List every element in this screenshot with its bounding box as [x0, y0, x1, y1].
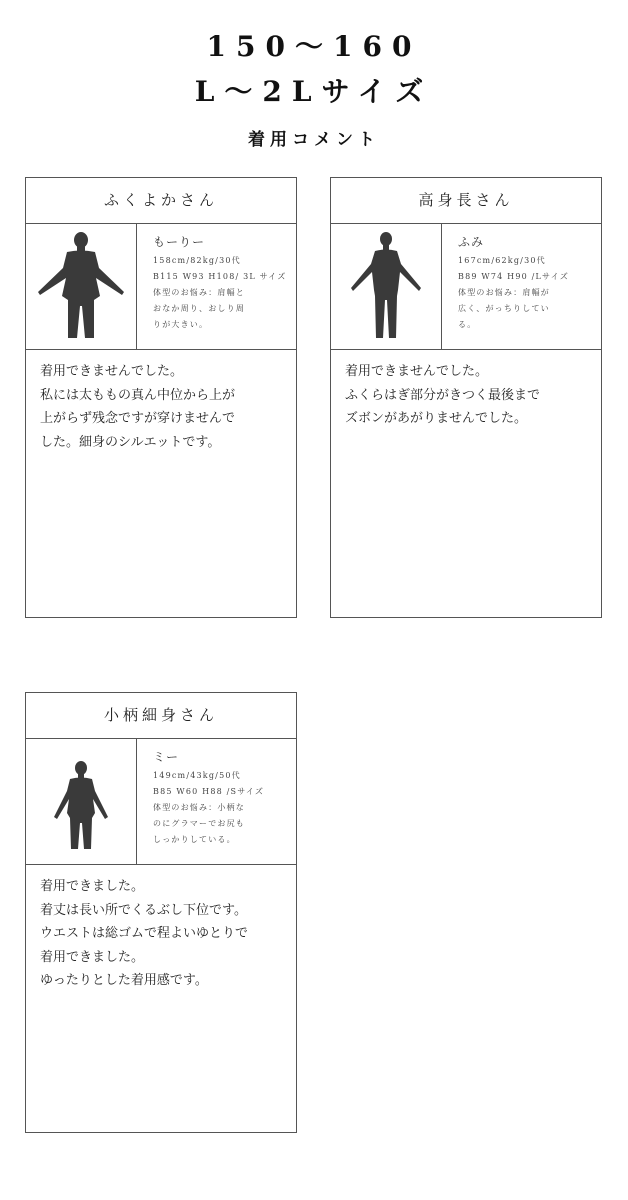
reviewer-name: ミー: [153, 750, 180, 764]
bust-waist-hip-line: B89 W74 H90 /Lサイズ: [458, 272, 570, 281]
comment-line: 私には太ももの真ん中位から上が: [40, 387, 236, 403]
comment-line: 上がらず残念ですが穿けませんで: [40, 411, 236, 426]
reviewer-name: もーりー: [153, 235, 206, 249]
comment-line: 着用できませんでした。: [345, 364, 489, 379]
concern-line: しっかりしている。: [153, 835, 236, 844]
measurements-line: 149cm/43kg/50代: [153, 771, 241, 780]
concern-line: 体型のお悩み：肩幅が: [458, 288, 550, 297]
card-heading: ふくよかさん: [26, 178, 296, 224]
review-card-tall: [330, 177, 602, 618]
comment-line: ゆったりとした着用感です。: [40, 973, 208, 988]
comment-body: [26, 350, 296, 454]
silhouette-cell: [26, 224, 137, 349]
comment-body: [26, 865, 296, 993]
comment-line: ウエストは総ゴムで程よいゆとりで: [40, 926, 249, 941]
concern-line: 体型のお悩み：肩幅と: [153, 288, 245, 297]
size-label-title: L～2Lサイズ: [194, 75, 434, 108]
comment-section-title: 着用コメント: [248, 130, 380, 150]
body-silhouette-icon: [36, 745, 126, 857]
silhouette-cell: [331, 224, 442, 349]
concern-line: 体型のお悩み：小柄な: [153, 803, 245, 812]
profile-section: [331, 224, 601, 350]
comment-line: ふくらはぎ部分がきつく最後まで: [345, 387, 541, 403]
review-card-plump: [25, 177, 297, 618]
body-silhouette-icon: [36, 230, 126, 342]
profile-section: [26, 224, 296, 350]
comment-line: 着用できました。: [40, 879, 145, 894]
measurements-line: 167cm/62kg/30代: [458, 256, 546, 265]
reviewer-name: ふみ: [458, 235, 485, 249]
comment-body: [331, 350, 601, 431]
measurements-line: 158cm/82kg/30代: [153, 256, 241, 265]
bust-waist-hip-line: B85 W60 H88 /Sサイズ: [153, 787, 265, 796]
silhouette-cell: [26, 739, 137, 864]
comment-line: 着用できました。: [40, 949, 145, 965]
card-heading: 小柄細身さん: [26, 693, 296, 739]
comment-line: 着丈は長い所でくるぶし下位です。: [40, 902, 247, 918]
profile-section: [26, 739, 296, 865]
size-range-title: 150～160: [206, 30, 422, 63]
concern-line: おなか周り、おしり周: [153, 304, 245, 313]
bust-waist-hip-line: B115 W93 H108/ 3L サイズ: [153, 272, 287, 281]
comment-line: した。細身のシルエットです。: [40, 434, 221, 450]
concern-line: のにグラマーでお尻も: [153, 819, 245, 828]
concern-line: りが大きい。: [153, 320, 209, 329]
card-heading: 高身長さん: [331, 178, 601, 224]
body-silhouette-icon: [341, 230, 431, 342]
concern-line: る。: [458, 320, 477, 329]
review-card-petite: [25, 692, 297, 1133]
comment-line: ズボンがあがりませんでした。: [345, 411, 528, 426]
comment-line: 着用できませんでした。: [40, 364, 184, 379]
concern-line: 広く、がっちりしてい: [458, 304, 550, 313]
